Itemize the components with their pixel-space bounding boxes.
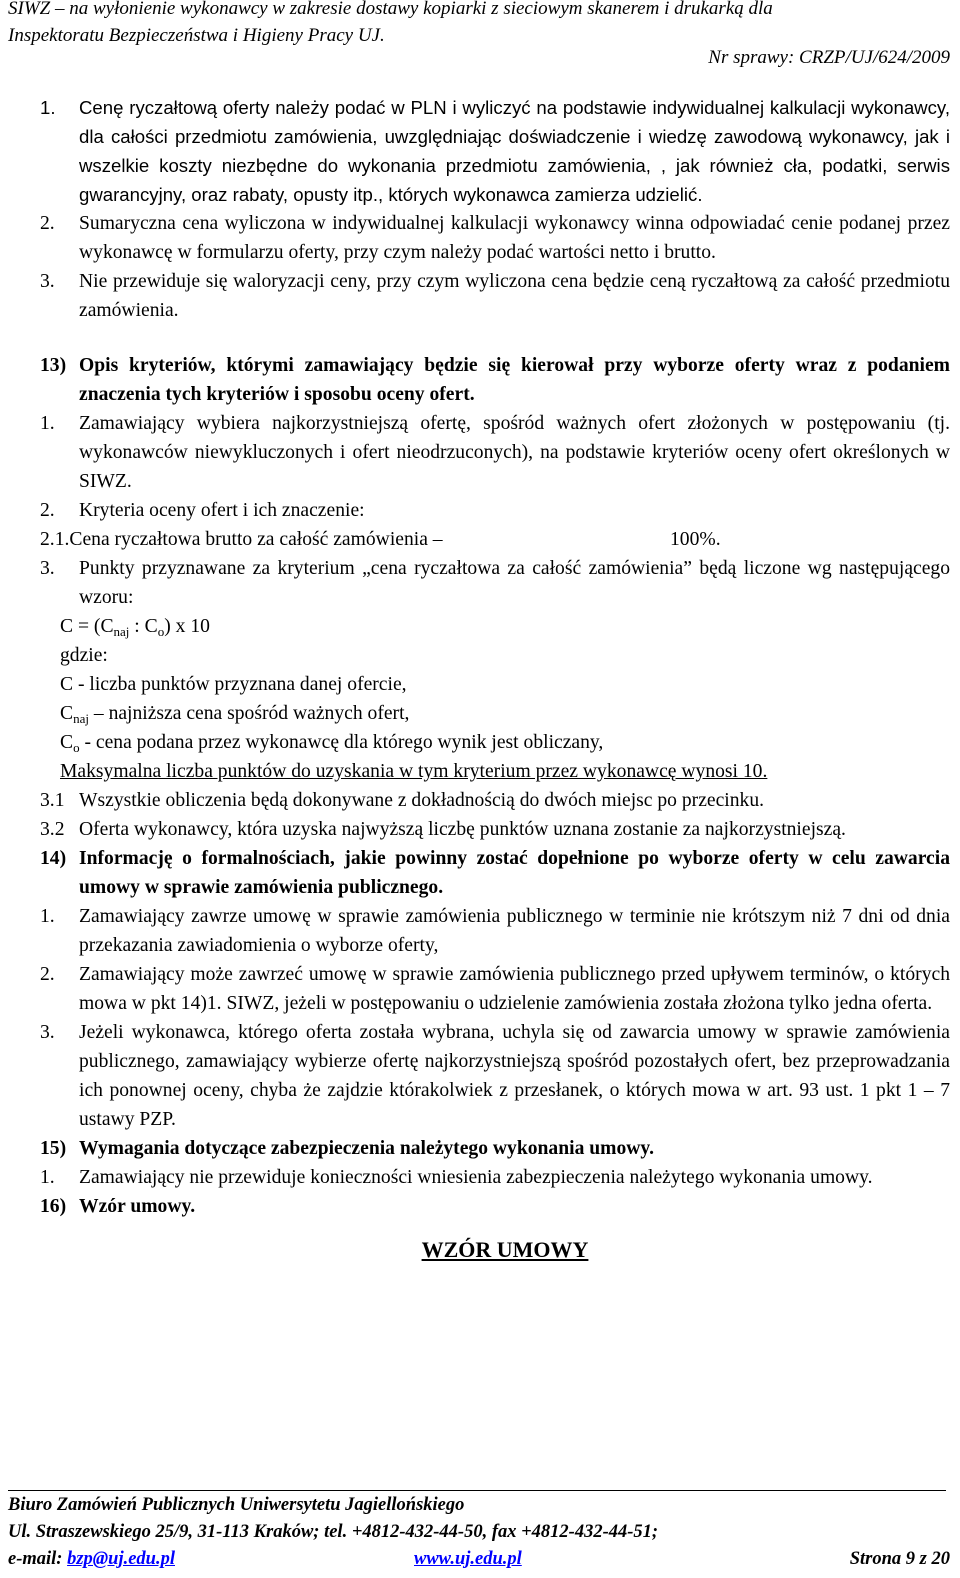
item-text: Zamawiający zawrze umowę w sprawie zamówienia publicznego w terminie nie krótszym niż 7 dni od dnia przekazania zawiadomienia o wyborze oferty, [79, 906, 950, 956]
item-text: Wszystkie obliczenia będą dokonywane z dokładnością do dwóch miejsc po przecinku. [79, 790, 765, 811]
item-number: 2. [40, 500, 55, 521]
item-text: Kryteria oceny ofert i ich znaczenie: [79, 500, 365, 521]
item-number: 1. [40, 413, 55, 434]
document-body [40, 93, 950, 1264]
page-number: Strona 9 z 20 [849, 1549, 950, 1569]
formula-subscript: o [157, 624, 165, 639]
symbol-subscript: o [73, 740, 80, 755]
item-number: 1. [40, 97, 56, 118]
s13-item-1 [40, 409, 950, 496]
symbol-subscript: naj [73, 711, 89, 726]
item-number: 2. [40, 213, 55, 234]
formula-part: C = (C [60, 616, 114, 637]
criterion-text: 2.1.Cena ryczałtowa brutto za całość zamówienia – [40, 529, 443, 550]
website-link[interactable]: www.uj.edu.pl [414, 1549, 522, 1569]
section-number: 13) [40, 355, 67, 376]
section-number: 16) [40, 1196, 67, 1217]
item-text: Zamawiający może zawrzeć umowę w sprawie zamówienia publicznego przed upływem terminów, o których mowa w pkt 14)1. SIWZ, jeżeli w postępowaniu o udzielenie zamówienia została złożona tylko jedna oferta. [79, 964, 950, 1014]
header-title-line1: SIWZ – na wyłonienie wykonawcy w zakresie dostawy kopiarki z sieciowym skanerem i drukarką dla [8, 0, 773, 19]
formula-part: : C [129, 616, 158, 637]
item-text: Cenę ryczałtową oferty należy podać w PLN i wyliczyć na podstawie indywidualnej kalkulacji wykonawcy, dla całości przedmiotu zamówienia, uwzględniając doświadczenie i wiedzę zawodową wykonawcy, jak i wszelkie koszty niezbędne do wykonania przedmiotu zamówienia, , jak również cła, podatki, serwis gwarancyjny, oraz rabaty, opusty itp., których wykonawca zamierza udzielić. [79, 97, 950, 205]
definition-c: C - liczba punktów przyznana danej ofercie, [60, 674, 407, 695]
item-number: 3. [40, 558, 55, 579]
section-title: Informację o formalnościach, jakie powinny zostać dopełnione po wyborze oferty w celu zawarcia umowy w sprawie zamówienia publicznego. [79, 848, 950, 898]
email-link[interactable]: bzp@uj.edu.pl [67, 1549, 175, 1569]
s13-item-3-1 [40, 786, 950, 815]
section-title: Wymagania dotyczące zabezpieczenia należytego wykonania umowy. [79, 1138, 655, 1159]
price-item-1 [40, 93, 950, 209]
item-text: Zamawiający wybiera najkorzystniejszą ofertę, spośród ważnych ofert złożonych w postępowaniu (tj. wykonawców niewykluczonych i ofert nieodrzuconych), na podstawie kryteriów oceny ofert określonych w SIWZ. [79, 413, 950, 492]
header-title-line2: Inspektoratu Bezpieczeństwa i Higieny Pracy UJ. [8, 25, 385, 46]
s15-item-1 [40, 1163, 950, 1192]
header-case-number: Nr sprawy: CRZP/UJ/624/2009 [708, 47, 950, 68]
section-14-heading [40, 844, 950, 902]
item-number: 1. [40, 1167, 55, 1188]
footer-office-name: Biuro Zamówień Publicznych Uniwersytetu Jagiellońskiego [8, 1495, 465, 1515]
item-text: Oferta wykonawcy, która uzyska najwyższą liczbę punktów uznana zostanie za najkorzystniejszą. [79, 819, 846, 840]
footer-contact-line [8, 1546, 950, 1573]
item-number: 1. [40, 906, 55, 927]
item-text: Zamawiający nie przewiduje konieczności wniesienia zabezpieczenia należytego wykonania umowy. [79, 1167, 873, 1188]
item-text: Nie przewiduje się waloryzacji ceny, przy czym wyliczona cena będzie ceną ryczałtową za całość przedmiotu zamówienia. [79, 271, 950, 321]
footer-divider [8, 1490, 946, 1491]
definition-text: - cena podana przez wykonawcę dla którego wynik jest obliczany, [79, 732, 604, 753]
s13-item-3-2 [40, 815, 950, 844]
item-text: Punkty przyznawane za kryterium „cena ryczałtowa za całość zamówienia” będą liczone wg następującego wzoru: [79, 558, 950, 608]
definition-cnaj [40, 699, 950, 728]
section-number: 15) [40, 1138, 67, 1159]
section-number: 14) [40, 848, 67, 869]
s13-item-3 [40, 554, 950, 612]
price-item-3 [40, 267, 950, 325]
s14-item-2 [40, 960, 950, 1018]
criterion-weight: 100%. [670, 529, 721, 550]
s14-item-3 [40, 1018, 950, 1134]
section-title: Wzór umowy. [79, 1196, 196, 1217]
section-16-heading [40, 1192, 950, 1221]
s13-item-2 [40, 496, 950, 525]
section-15-heading [40, 1134, 950, 1163]
where-label: gdzie: [60, 645, 108, 666]
formula-subscript: naj [113, 624, 130, 639]
item-number: 3. [40, 1022, 55, 1043]
formula [40, 612, 950, 641]
max-points-note: Maksymalna liczba punktów do uzyskania w tym kryterium przez wykonawcę wynosi 10. [60, 761, 768, 782]
item-number: 2. [40, 964, 55, 985]
section-title: Opis kryteriów, którymi zamawiający będzie się kierował przy wyborze oferty wraz z podaniem znaczenia tych kryteriów i sposobu oceny ofert. [79, 355, 950, 405]
s13-item-2-1 [40, 525, 950, 554]
item-number: 3.1 [40, 790, 65, 811]
price-item-2 [40, 209, 950, 267]
formula-part: ) x 10 [164, 616, 210, 637]
section-13-heading [40, 351, 950, 409]
item-number: 3. [40, 271, 55, 292]
definition-co [40, 728, 950, 757]
item-text: Sumaryczna cena wyliczona w indywidualnej kalkulacji wykonawcy winna odpowiadać cenie podanej przez wykonawcę w formularzu oferty, przy czym należy podać wartości netto i brutto. [79, 213, 950, 263]
email-label: e-mail: [8, 1549, 68, 1569]
footer-address: Ul. Straszewskiego 25/9, 31-113 Kraków; tel. +4812-432-44-50, fax +4812-432-44-51; [8, 1522, 659, 1542]
definition-text: – najniższa cena spośród ważnych ofert, [88, 703, 410, 724]
item-text: Jeżeli wykonawca, którego oferta została wybrana, uchyla się od zawarcia umowy w sprawie zamówienia publicznego, zamawiający wybierze ofertę najkorzystniejszą spośród pozostałych ofert, bez przeprowadzania ich ponownej oceny, chyba że zajdzie którakolwiek z przesłanek, o których mowa w art. 93 ust. 1 pkt 1 – 7 ustawy PZP. [79, 1022, 950, 1130]
symbol: C [60, 732, 74, 753]
contract-template-title: WZÓR UMOWY [421, 1237, 589, 1262]
symbol: C [60, 703, 74, 724]
item-number: 3.2 [40, 819, 65, 840]
s14-item-1 [40, 902, 950, 960]
page-footer [8, 1492, 950, 1573]
